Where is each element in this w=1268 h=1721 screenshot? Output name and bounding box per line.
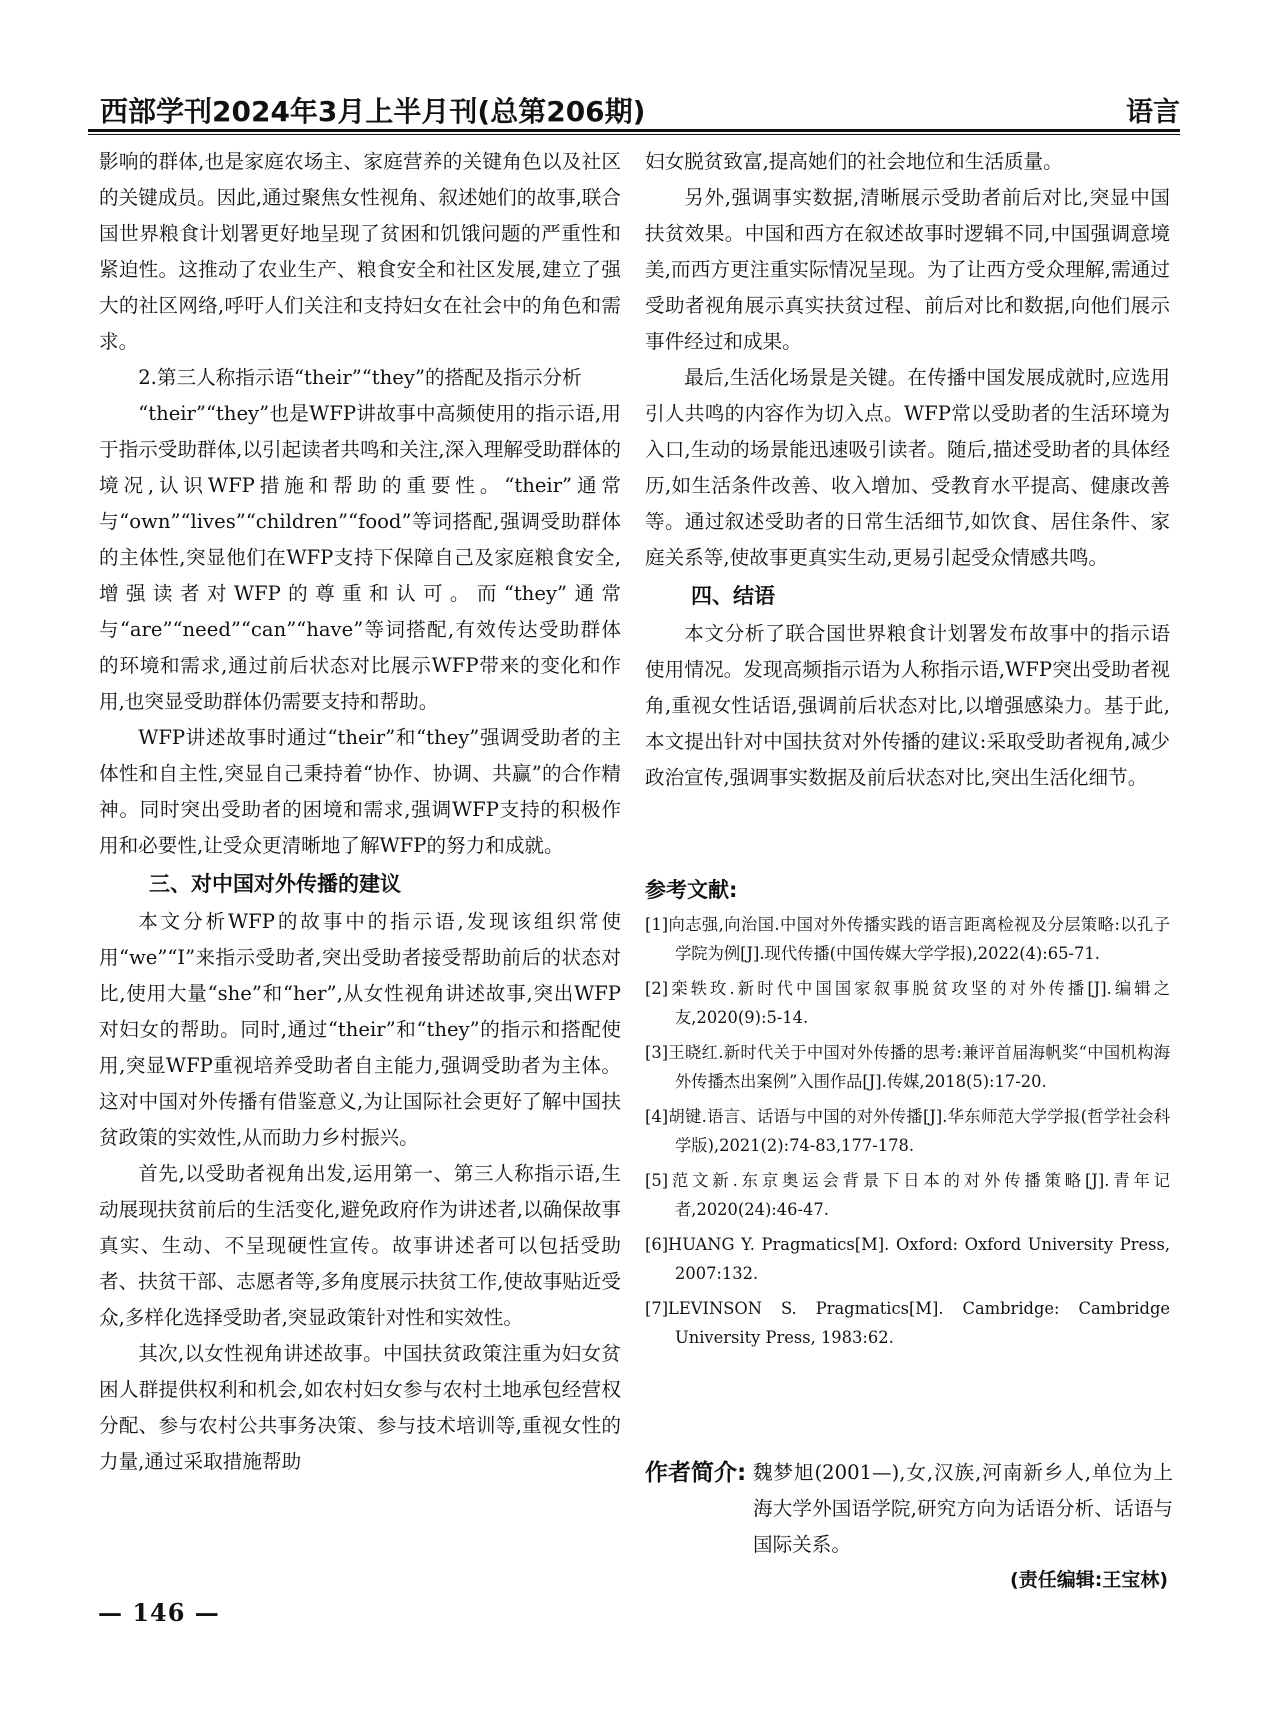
paragraph: “their”“they”也是WFP讲故事中高频使用的指示语,用于指示受助群体,以引起读者共鸣和关注,深入理解受助群体的境况,认识WFP措施和帮助的重要性。“their”通常与“own”“lives”“children”“food”等词搭配,强调受助群体的主体性,突显他们在WFP支持下保障自己及家庭粮食安全,增强读者对WFP的尊重和认可。而“they”通常与“are”“need”“can”“have”等词搭配,有效传达受助群体的环境和需求,通过前后状态对比展示WFP带来的变化和作用,也突显受助群体仍需要支持和帮助。 (99, 402, 621, 713)
paragraph: 影响的群体,也是家庭农场主、家庭营养的关键角色以及社区的关键成员。因此,通过聚焦女性视角、叙述她们的故事,联合国世界粮食计划署更好地呈现了贫困和饥饿问题的严重性和紧迫性。这推动了农业生产、粮食安全和社区发展,建立了强大的社区网络,呼吁人们关注和支持妇女在社会中的角色和需求。 (99, 150, 621, 353)
header-rule-thick (88, 129, 1180, 132)
subsection-heading: 2.第三人称指示语“their”“they”的搭配及指示分析 (138, 366, 582, 389)
reference-item: [3]王晓红.新时代关于中国对外传播的思考:兼评首届海帆奖“中国机构海外传播杰出案例”入围作品[J].传媒,2018(5):17-20. (645, 1043, 1170, 1091)
references-title: 参考文献: (645, 878, 738, 902)
section-heading: 四、结语 (691, 584, 775, 608)
author-text: 魏梦旭(2001—),女,汉族,河南新乡人,单位为上海大学外国语学院,研究方向为话语分析、话语与国际关系。 (753, 1461, 1173, 1556)
paragraph: 首先,以受助者视角出发,运用第一、第三人称指示语,生动展现扶贫前后的生活变化,避免政府作为讲述者,以确保故事真实、生动、不呈现硬性宣传。故事讲述者可以包括受助者、扶贫干部、志愿者等,多角度展示扶贫工作,使故事贴近受众,多样化选择受助者,突显政策针对性和实效性。 (99, 1162, 621, 1329)
paragraph: 本文分析了联合国世界粮食计划署发布故事中的指示语使用情况。发现高频指示语为人称指示语,WFP突出受助者视角,重视女性话语,强调前后状态对比,以增强感染力。基于此,本文提出针对中国扶贫对外传播的建议:采取受助者视角,减少政治宣传,强调事实数据及前后状态对比,突出生活化细节。 (645, 622, 1170, 789)
reference-item: [2]栾轶玫.新时代中国国家叙事脱贫攻坚的对外传播[J].编辑之友,2020(9):5-14. (645, 979, 1170, 1027)
paragraph: 妇女脱贫致富,提高她们的社会地位和生活质量。 (645, 150, 1063, 173)
page-number: — 146 — (98, 1598, 220, 1627)
paragraph: 最后,生活化场景是关键。在传播中国发展成就时,应选用引人共鸣的内容作为切入点。WFP常以受助者的生活环境为入口,生动的场景能迅速吸引读者。随后,描述受助者的具体经历,如生活条件改善、收入增加、受教育水平提高、健康改善等。通过叙述受助者的日常生活细节,如饮食、居住条件、家庭关系等,使故事更真实生动,更易引起受众情感共鸣。 (645, 366, 1170, 569)
reference-item: [5]范文新.东京奥运会背景下日本的对外传播策略[J].青年记者,2020(24):46-47. (645, 1171, 1170, 1219)
paragraph: 另外,强调事实数据,清晰展示受助者前后对比,突显中国扶贫效果。中国和西方在叙述故事时逻辑不同,中国强调意境美,而西方更注重实际情况呈现。为了让西方受众理解,需通过受助者视角展示真实扶贫过程、前后对比和数据,向他们展示事件经过和成果。 (645, 186, 1170, 353)
paragraph: 本文分析WFP的故事中的指示语,发现该组织常使用“we”“I”来指示受助者,突出受助者接受帮助前后的状态对比,使用大量“she”和“her”,从女性视角讲述故事,突出WFP对妇女的帮助。同时,通过“their”和“they”的指示和搭配使用,突显WFP重视培养受助者自主能力,强调受助者为主体。这对中国对外传播有借鉴意义,为让国际社会更好了解中国扶贫政策的实效性,从而助力乡村振兴。 (99, 910, 621, 1149)
author-bio (645, 1455, 1173, 1563)
right-column (645, 144, 1170, 796)
reference-item: [7]LEVINSON S. Pragmatics[M]. Cambridge: Cambridge University Press, 1983:62. (645, 1299, 1170, 1347)
paragraph: 其次,以女性视角讲述故事。中国扶贫政策注重为妇女贫困人群提供权利和机会,如农村妇女参与农村土地承包经营权分配、参与农村公共事务决策、参与技术培训等,重视女性的力量,通过采取措施帮助 (99, 1342, 621, 1473)
section-heading: 三、对中国对外传播的建议 (149, 872, 401, 896)
author-label: 作者简介: (645, 1460, 747, 1486)
header-rule-thin (88, 134, 1180, 135)
reference-item: [1]向志强,向治国.中国对外传播实践的语言距离检视及分层策略:以孔子学院为例[J].现代传播(中国传媒大学学报),2022(4):65-71. (645, 915, 1170, 963)
reference-item: [6]HUANG Y. Pragmatics[M]. Oxford: Oxford University Press, 2007:132. (645, 1235, 1170, 1283)
editor-note: (责任编辑:王宝林) (1010, 1569, 1168, 1591)
journal-title: 西部学刊2024年3月上半月刊(总第206期) (100, 95, 646, 128)
references-list (645, 910, 1170, 1358)
left-column (99, 144, 621, 1480)
reference-item: [4]胡键.语言、话语与中国的对外传播[J].华东师范大学学报(哲学社会科学版),2021(2):74-83,177-178. (645, 1107, 1170, 1155)
section-label: 语言 (1126, 97, 1180, 128)
paragraph: WFP讲述故事时通过“their”和“they”强调受助者的主体性和自主性,突显自己秉持着“协作、协调、共赢”的合作精神。同时突出受助者的困境和需求,强调WFP支持的积极作用和必要性,让受众更清晰地了解WFP的努力和成就。 (99, 726, 621, 857)
page-header (88, 88, 1180, 128)
